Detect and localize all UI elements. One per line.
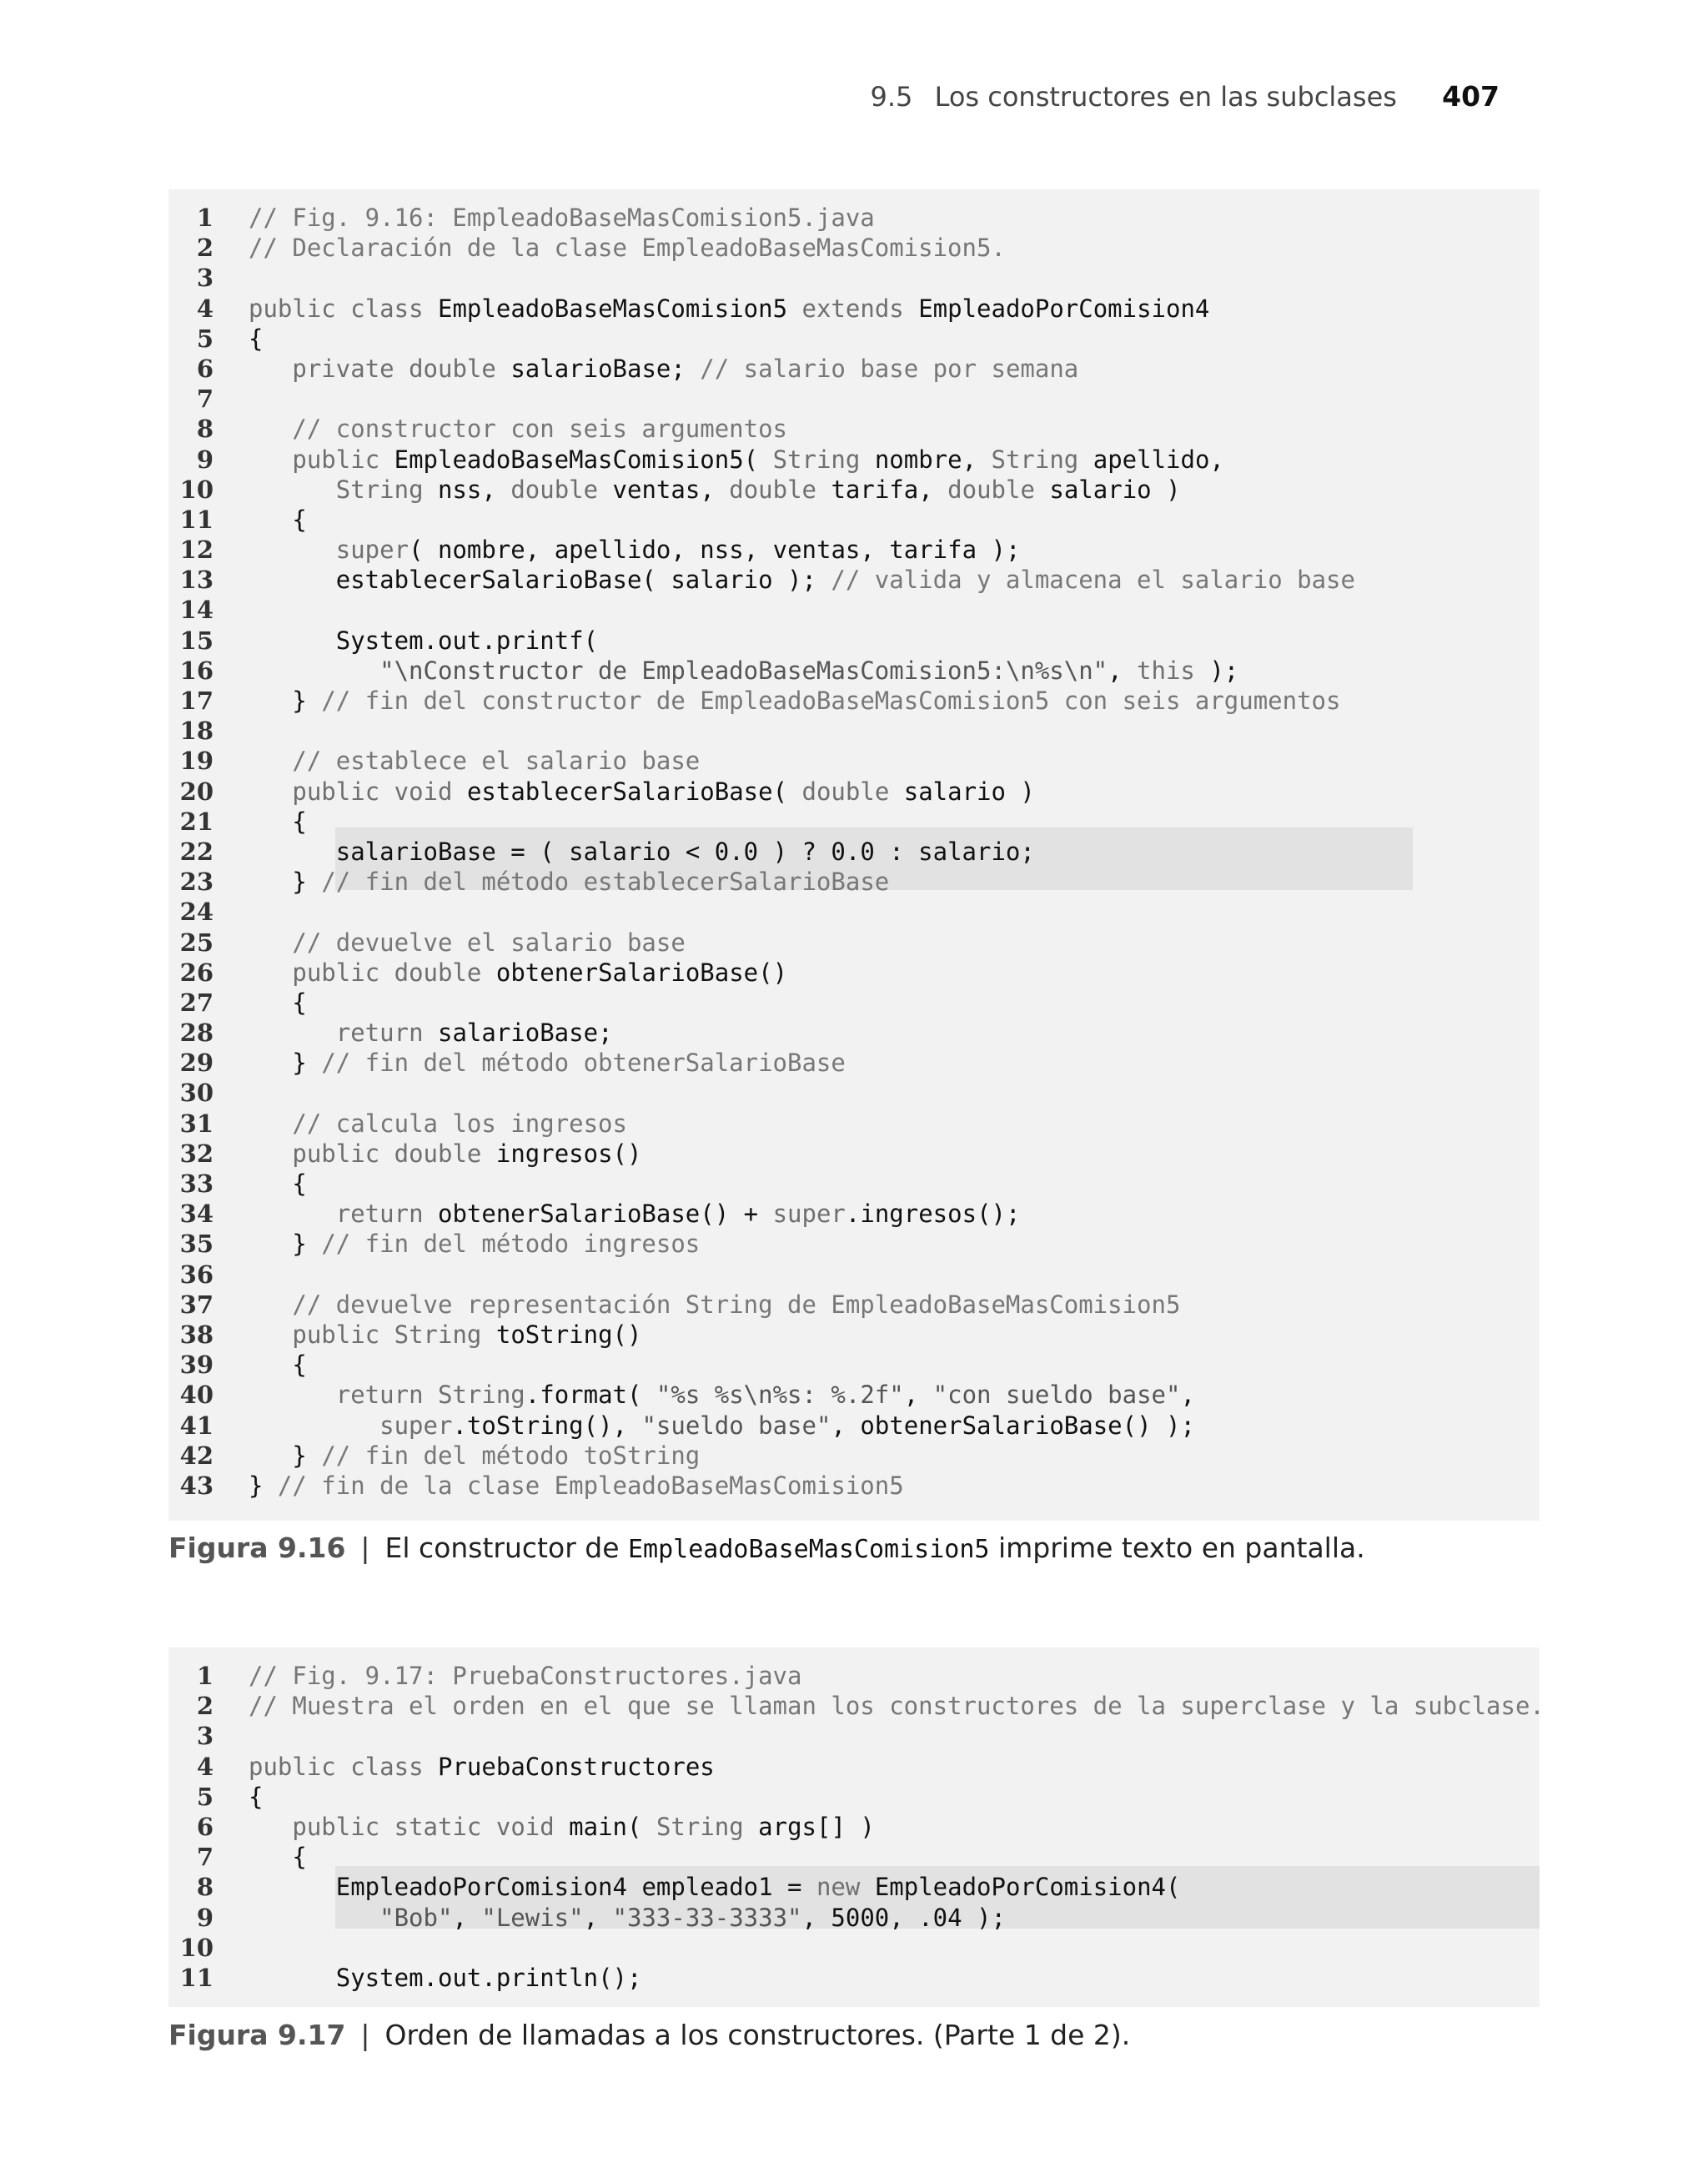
code-line (168, 595, 1540, 625)
code-line (168, 1199, 1540, 1229)
section-number: 9.5 (870, 81, 913, 113)
line-number: 34 (179, 1200, 214, 1229)
code-text: } // fin de la clase EmpleadoBaseMasComision5 (249, 1471, 904, 1500)
code-text: public void establecerSalarioBase( double salario ) (292, 777, 1035, 806)
code-text: // establece el salario base (292, 747, 701, 776)
line-number: 9 (196, 445, 214, 474)
line-number: 33 (179, 1169, 214, 1198)
code-line (168, 1320, 1540, 1350)
code-text: { (249, 1843, 307, 1872)
code-line (168, 1661, 1540, 1691)
code-text: // Muestra el orden en el que se llaman los constructores de la superclase y la subclase. (249, 1692, 1545, 1721)
line-number: 3 (196, 1722, 214, 1751)
code-text: super.toString(), "sueldo base", obtenerSalarioBase() ); (379, 1411, 1195, 1440)
code-line (168, 294, 1540, 324)
code-text: "\nConstructor de EmpleadoBaseMasComision5:\n%s\n", this ); (379, 656, 1239, 685)
code-line (168, 1782, 1540, 1812)
code-text: private double salarioBase; // salario base por semana (292, 354, 1079, 383)
line-number: 1 (196, 1662, 214, 1690)
line-number: 22 (179, 837, 214, 866)
code-text: public EmpleadoBaseMasComision5( String nombre, String apellido, (292, 445, 1224, 474)
line-number: 29 (179, 1049, 214, 1078)
code-text: EmpleadoPorComision4 empleado1 = new EmpleadoPorComision4( (335, 1873, 1181, 1902)
page-number: 407 (1442, 80, 1500, 113)
code-text: return salarioBase; (335, 1019, 613, 1048)
line-number: 38 (179, 1320, 214, 1349)
code-text: String nss, double ventas, double tarifa, double salario ) (335, 475, 1181, 504)
line-number: 19 (179, 747, 214, 776)
code-line (168, 1169, 1540, 1199)
code-line (168, 1411, 1540, 1441)
caption-separator: | (360, 2019, 370, 2051)
code-line (168, 1048, 1540, 1078)
code-text: } // fin del método obtenerSalarioBase (249, 1049, 846, 1078)
code-line (168, 1290, 1540, 1320)
line-number: 30 (179, 1079, 214, 1108)
line-number: 4 (196, 1752, 214, 1781)
code-line (168, 1018, 1540, 1048)
code-listing-fig-9-17 (168, 1647, 1545, 2007)
code-line (168, 1933, 1540, 1963)
line-number: 1 (196, 204, 214, 232)
code-line (168, 1109, 1540, 1139)
code-line (168, 1721, 1540, 1751)
code-text: public static void main( String args[] ) (292, 1812, 875, 1841)
code-line (168, 1139, 1540, 1169)
line-number: 17 (179, 687, 214, 715)
code-text: public double ingresos() (292, 1139, 642, 1168)
line-number: 9 (196, 1903, 214, 1932)
caption-text-before: El constructor de (384, 1532, 628, 1564)
line-number: 11 (179, 1963, 214, 1992)
line-number: 2 (196, 1692, 214, 1721)
code-line (168, 656, 1540, 686)
line-number: 12 (179, 536, 214, 565)
line-number: 37 (179, 1290, 214, 1319)
code-text: } // fin del constructor de EmpleadoBaseMasComision5 con seis argumentos (249, 687, 1341, 715)
line-number: 39 (179, 1351, 214, 1380)
line-number: 36 (179, 1260, 214, 1289)
line-number: 31 (179, 1109, 214, 1138)
code-text: salarioBase = ( salario < 0.0 ) ? 0.0 : salario; (335, 837, 1035, 866)
line-number: 5 (196, 1782, 214, 1811)
caption-class-name: EmpleadoBaseMasComision5 (628, 1535, 990, 1564)
running-head (871, 80, 1500, 113)
code-text: System.out.println(); (335, 1963, 642, 1992)
line-number: 26 (179, 958, 214, 987)
code-text: public class PruebaConstructores (249, 1752, 715, 1781)
code-line (168, 837, 1540, 867)
line-number: 7 (196, 1843, 214, 1872)
line-number: 15 (179, 626, 214, 655)
figure-label: Figura 9.17 (168, 2019, 346, 2051)
code-line (168, 354, 1540, 384)
line-number: 11 (179, 505, 214, 534)
caption-text: Orden de llamadas a los constructores. (Parte 1 de 2). (384, 2019, 1131, 2051)
code-text: { (249, 1351, 307, 1380)
code-text: public String toString() (292, 1320, 642, 1349)
code-line (168, 1812, 1540, 1842)
line-number: 8 (196, 1873, 214, 1902)
code-text: { (249, 988, 307, 1017)
line-number: 2 (196, 234, 214, 263)
code-text: // calcula los ingresos (292, 1109, 627, 1138)
code-line (168, 535, 1540, 565)
code-line (168, 1691, 1545, 1721)
code-text: System.out.printf( (335, 626, 599, 655)
code-line (168, 897, 1540, 927)
line-number: 23 (179, 868, 214, 897)
code-line (168, 1752, 1540, 1782)
code-line (168, 807, 1540, 837)
line-number: 35 (179, 1230, 214, 1259)
code-line (168, 958, 1540, 988)
code-text: public double obtenerSalarioBase() (292, 958, 788, 987)
code-line (168, 384, 1540, 414)
figure-label: Figura 9.16 (168, 1532, 346, 1564)
code-text: { (249, 324, 264, 353)
code-line (168, 867, 1540, 897)
code-line (168, 233, 1540, 263)
line-number: 7 (196, 385, 214, 414)
code-line (168, 1350, 1540, 1380)
code-text: super( nombre, apellido, nss, ventas, tarifa ); (335, 536, 1021, 565)
code-line (168, 1842, 1540, 1872)
caption-separator: | (360, 1532, 370, 1564)
code-line (168, 1963, 1540, 1993)
line-number: 32 (179, 1139, 214, 1168)
line-number: 40 (179, 1381, 214, 1410)
line-number: 16 (179, 656, 214, 685)
code-text: } // fin del método ingresos (249, 1230, 701, 1259)
code-line (168, 414, 1540, 444)
code-line (168, 1903, 1540, 1933)
line-number: 6 (196, 1812, 214, 1841)
line-number: 28 (179, 1019, 214, 1048)
code-line (168, 928, 1540, 958)
line-number: 24 (179, 898, 214, 927)
code-text: // Fig. 9.17: PruebaConstructores.java (249, 1662, 802, 1690)
code-text: // Fig. 9.16: EmpleadoBaseMasComision5.java (249, 204, 875, 232)
code-line (168, 1260, 1540, 1290)
code-text: "Bob", "Lewis", "333-33-3333", 5000, .04 ); (379, 1903, 1006, 1932)
code-line (168, 445, 1540, 475)
code-text: public class EmpleadoBaseMasComision5 extends EmpleadoPorComision4 (249, 294, 1210, 323)
caption-text-after: imprime texto en pantalla. (989, 1532, 1365, 1564)
line-number: 18 (179, 717, 214, 746)
line-number: 14 (179, 596, 214, 625)
code-line (168, 626, 1540, 656)
code-line (168, 686, 1540, 716)
code-listing-fig-9-16 (168, 189, 1540, 1521)
code-line (168, 1872, 1540, 1902)
line-number: 13 (179, 566, 214, 595)
line-number: 10 (179, 1933, 214, 1962)
code-text: // devuelve el salario base (292, 928, 686, 957)
line-number: 25 (179, 928, 214, 957)
section-title: Los constructores en las subclases (934, 81, 1397, 113)
code-line (168, 565, 1540, 595)
line-number: 6 (196, 354, 214, 383)
figure-caption-9-17 (168, 2019, 1130, 2051)
code-line (168, 1229, 1540, 1259)
line-number: 27 (179, 988, 214, 1017)
line-number: 20 (179, 777, 214, 806)
code-line (168, 324, 1540, 354)
code-text: { (249, 1169, 307, 1198)
code-text: { (249, 807, 307, 836)
code-line (168, 475, 1540, 505)
code-line (168, 777, 1540, 807)
code-text: // devuelve representación String de EmpleadoBaseMasComision5 (292, 1290, 1181, 1319)
code-text: return String.format( "%s %s\n%s: %.2f", "con sueldo base", (335, 1381, 1195, 1410)
code-line (168, 716, 1540, 746)
code-text: { (249, 1782, 264, 1811)
code-text: } // fin del método toString (249, 1441, 701, 1470)
code-line (168, 1471, 1540, 1501)
code-line (168, 1380, 1540, 1410)
code-line (168, 988, 1540, 1018)
line-number: 42 (179, 1441, 214, 1470)
line-number: 8 (196, 415, 214, 444)
code-line (168, 203, 1540, 233)
code-text: } // fin del método establecerSalarioBase (249, 868, 890, 897)
code-text: // constructor con seis argumentos (292, 415, 788, 444)
line-number: 10 (179, 475, 214, 504)
code-text: return obtenerSalarioBase() + super.ingresos(); (335, 1200, 1021, 1229)
code-line (168, 505, 1540, 535)
line-number: 43 (179, 1471, 214, 1500)
code-text: establecerSalarioBase( salario ); // valida y almacena el salario base (335, 566, 1355, 595)
figure-caption-9-16 (168, 1532, 1365, 1564)
code-line (168, 1078, 1540, 1108)
line-number: 4 (196, 294, 214, 323)
line-number: 3 (196, 264, 214, 293)
line-number: 21 (179, 807, 214, 836)
code-line (168, 1441, 1540, 1471)
line-number: 5 (196, 324, 214, 353)
line-number: 41 (179, 1411, 214, 1440)
code-line (168, 263, 1540, 293)
code-line (168, 746, 1540, 776)
code-text: // Declaración de la clase EmpleadoBaseMasComision5. (249, 234, 1006, 263)
code-text: { (249, 505, 307, 534)
